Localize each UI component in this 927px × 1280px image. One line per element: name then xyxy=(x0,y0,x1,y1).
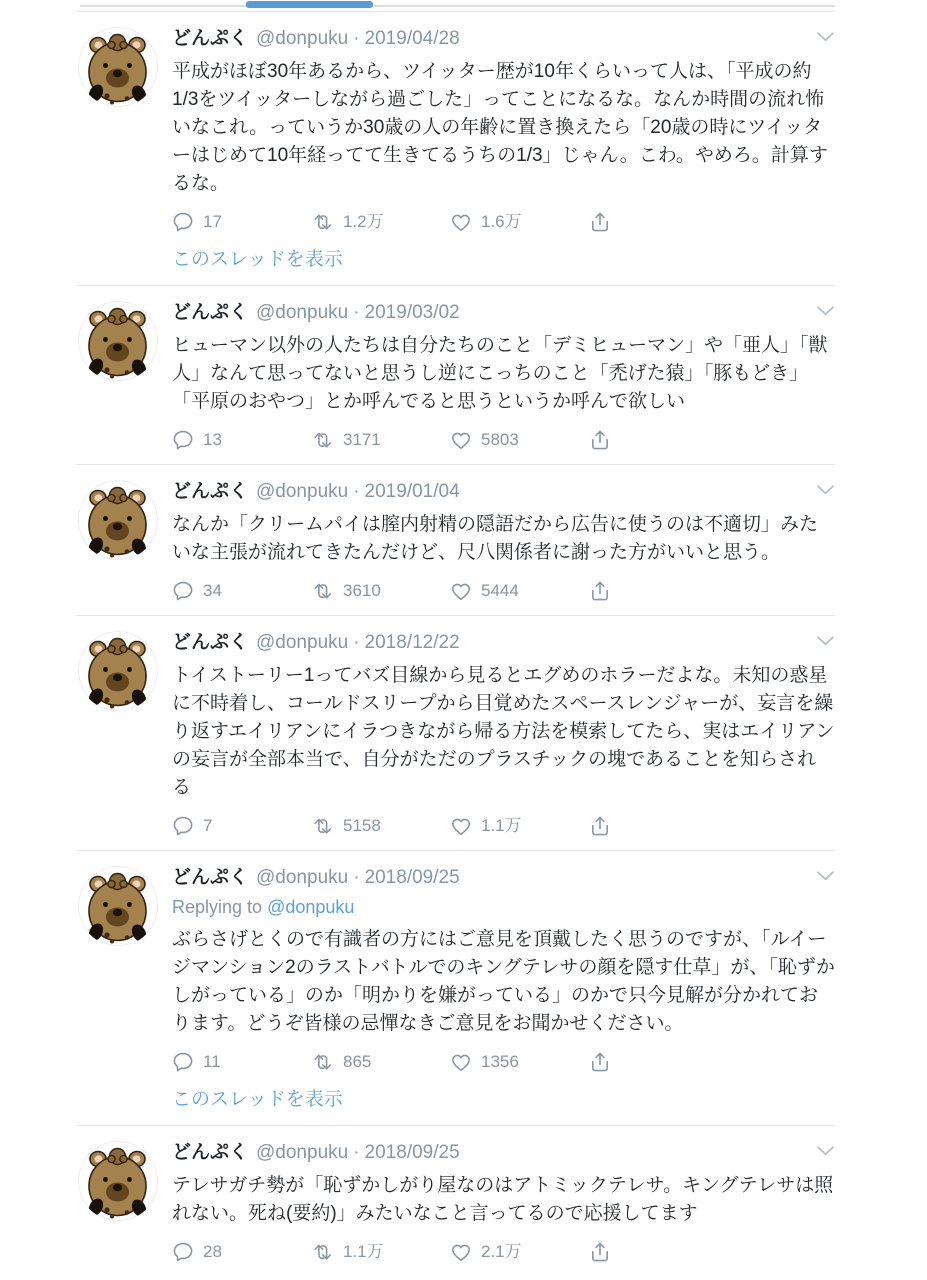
tweet[interactable] xyxy=(76,1125,835,1276)
tweet-text: なんか「クリームパイは膣内射精の隠語だから広告に使うのは不適切」みたいな主張が流れてきたんだけど、尺八関係者に謝った方がいいと思う。 xyxy=(172,514,819,563)
retweet-icon xyxy=(311,429,334,451)
retweet-icon xyxy=(311,580,334,602)
user-handle[interactable]: @donpuku xyxy=(256,481,349,502)
tweet-header xyxy=(172,866,835,890)
tweet-actions xyxy=(172,429,835,451)
heart-icon xyxy=(450,580,472,602)
reply-button[interactable] xyxy=(172,1051,311,1073)
tweet-content xyxy=(172,27,835,272)
tweet-text: ヒューマン以外の人たちは自分たちのこと「デミヒューマン」や「亜人」「獣人」なんて思ってないと思うし逆にこっちのこと「禿げた猿」「豚もどき」「平原のおやつ」とか呼んでると思うというか呼んで欲しい xyxy=(172,335,828,412)
retweet-button[interactable] xyxy=(311,211,450,233)
chevron-down-icon[interactable] xyxy=(816,631,835,647)
tweet-date[interactable]: 2019/03/02 xyxy=(364,302,460,323)
reply-button[interactable] xyxy=(172,429,311,451)
show-thread-link[interactable]: このスレッドを表示 xyxy=(172,1089,343,1110)
retweet-button[interactable] xyxy=(311,429,450,451)
reply-icon xyxy=(172,429,194,451)
tweet-text: テレサガチ勢が「恥ずかしがり屋なのはアトミックテレサ。キングテレサは照れない。死ね(要約)」みたいなこと言ってるので応援してます xyxy=(172,1175,834,1224)
avatar-image xyxy=(78,301,158,381)
reply-icon xyxy=(172,580,194,602)
share-button[interactable] xyxy=(589,211,611,233)
user-handle[interactable]: @donpuku xyxy=(256,867,349,888)
user-handle[interactable]: @donpuku xyxy=(256,28,349,49)
tweet[interactable] xyxy=(76,464,835,615)
share-button[interactable] xyxy=(589,580,611,602)
tweet-content xyxy=(172,631,835,837)
retweet-count: 3171 xyxy=(343,430,381,449)
like-button[interactable] xyxy=(450,211,589,233)
display-name[interactable]: どんぷく xyxy=(172,1142,249,1163)
header-separator: · xyxy=(353,302,360,323)
avatar[interactable] xyxy=(78,631,158,711)
reply-context xyxy=(172,895,835,919)
header-separator: · xyxy=(353,28,360,49)
retweet-icon xyxy=(311,815,334,837)
like-button[interactable] xyxy=(450,429,589,451)
reply-icon xyxy=(172,815,194,837)
tweet-header xyxy=(172,301,835,325)
tweet-content xyxy=(172,480,835,602)
display-name[interactable]: どんぷく xyxy=(172,481,249,502)
heart-icon xyxy=(450,1051,472,1073)
like-count: 1.1万 xyxy=(481,816,522,835)
retweet-count: 1.1万 xyxy=(343,1242,384,1261)
tweet-text: ぶらさげとくので有識者の方にはご意見を頂戴したく思うのですが、「ルイージマンション2のラストバトルでのキングテレサの顔を隠す仕草」が、「恥ずかしがっている」のか「明かりを嫌がっている」のかで只今見解が分かれております。どうぞ皆様の忌憚なきご意見をお聞かせください。 xyxy=(172,929,835,1034)
share-button[interactable] xyxy=(589,1241,611,1263)
avatar[interactable] xyxy=(78,27,158,107)
tweet-date[interactable]: 2018/09/25 xyxy=(364,867,460,888)
tweet-header xyxy=(172,27,835,51)
scrollbar-thumb[interactable] xyxy=(246,1,373,8)
retweet-count: 5158 xyxy=(343,816,381,835)
display-name[interactable]: どんぷく xyxy=(172,867,249,888)
tweet-actions xyxy=(172,211,835,233)
chevron-down-icon[interactable] xyxy=(816,1141,835,1157)
share-icon xyxy=(589,1051,611,1073)
reply-count: 17 xyxy=(203,212,222,231)
top-scrollbar xyxy=(0,0,927,11)
like-button[interactable] xyxy=(450,1241,589,1263)
user-handle[interactable]: @donpuku xyxy=(256,302,349,323)
replying-to-label: Replying to xyxy=(172,897,263,917)
reply-count: 7 xyxy=(203,816,213,835)
tweet-content xyxy=(172,866,835,1112)
tweet-actions xyxy=(172,580,835,602)
heart-icon xyxy=(450,1241,472,1263)
header-separator: · xyxy=(353,481,360,502)
tweet[interactable] xyxy=(76,11,835,285)
header-separator: · xyxy=(353,867,360,888)
retweet-count: 1.2万 xyxy=(343,212,384,231)
tweet-header xyxy=(172,1141,835,1165)
heart-icon xyxy=(450,429,472,451)
reply-count: 11 xyxy=(203,1052,221,1071)
like-count: 5444 xyxy=(481,581,519,600)
chevron-down-icon[interactable] xyxy=(816,480,835,496)
like-button[interactable] xyxy=(450,815,589,837)
header-separator: · xyxy=(353,632,360,653)
tweet-feed xyxy=(76,11,835,1276)
show-thread-link[interactable]: このスレッドを表示 xyxy=(172,249,343,270)
reply-icon xyxy=(172,1051,194,1073)
reply-icon xyxy=(172,1241,194,1263)
tweet-text: トイストーリー1ってバズ目線から見るとエグめのホラーだよな。未知の惑星に不時着し、コールドスリープから目覚めたスペースレンジャーが、妄言を繰り返すエイリアンにイラつきながら帰る方法を模索してたら、実はエイリアンの妄言が全部本当で、自分がただのプラスチックの塊であることを知らされる xyxy=(172,665,835,798)
avatar[interactable] xyxy=(78,301,158,381)
retweet-button[interactable] xyxy=(311,580,450,602)
chevron-down-icon[interactable] xyxy=(816,866,835,882)
tweet-actions xyxy=(172,1051,835,1073)
like-count: 2.1万 xyxy=(481,1242,522,1261)
tweet-date[interactable]: 2018/09/25 xyxy=(364,1142,460,1163)
tweet-content xyxy=(172,301,835,451)
reply-button[interactable] xyxy=(172,815,311,837)
tweet-actions xyxy=(172,1241,835,1263)
avatar[interactable] xyxy=(78,866,158,946)
avatar[interactable] xyxy=(78,480,158,560)
tweet-date[interactable]: 2018/12/22 xyxy=(364,632,460,653)
share-button[interactable] xyxy=(589,815,611,837)
reply-icon xyxy=(172,211,194,233)
share-button[interactable] xyxy=(589,1051,611,1073)
share-icon xyxy=(589,211,611,233)
retweet-button[interactable] xyxy=(311,1241,450,1263)
retweet-button[interactable] xyxy=(311,1051,450,1073)
user-handle[interactable]: @donpuku xyxy=(256,1142,349,1163)
tweet-date[interactable]: 2019/01/04 xyxy=(364,481,460,502)
share-button[interactable] xyxy=(589,429,611,451)
tweet-header xyxy=(172,631,835,655)
tweet-header xyxy=(172,480,835,504)
share-icon xyxy=(589,815,611,837)
like-button[interactable] xyxy=(450,580,589,602)
tweet[interactable] xyxy=(76,850,835,1125)
display-name[interactable]: どんぷく xyxy=(172,28,249,49)
retweet-count: 3610 xyxy=(343,581,381,600)
avatar-image xyxy=(78,27,158,107)
scrollbar-track xyxy=(80,5,835,7)
share-icon xyxy=(589,429,611,451)
chevron-down-icon[interactable] xyxy=(816,301,835,317)
tweet[interactable] xyxy=(76,615,835,850)
user-handle[interactable]: @donpuku xyxy=(256,632,349,653)
display-name[interactable]: どんぷく xyxy=(172,632,249,653)
header-separator: · xyxy=(353,1142,360,1163)
retweet-icon xyxy=(311,1051,334,1073)
reply-button[interactable] xyxy=(172,1241,311,1263)
retweet-icon xyxy=(311,211,334,233)
reply-button[interactable] xyxy=(172,580,311,602)
tweet-text: 平成がほぼ30年あるから、ツイッター歴が10年くらいって人は、「平成の約1/3をツイッターしながら過ごした」ってことになるな。なんか時間の流れ怖いなこれ。っていうか30歳の人の年齢に置き換えたら「20歳の時にツイッターはじめて10年経ってて生きてるうちの1/3」じゃん。こわ。やめろ。計算するな。 xyxy=(172,61,828,194)
avatar-image xyxy=(78,480,158,560)
display-name[interactable]: どんぷく xyxy=(172,302,249,323)
like-count: 1356 xyxy=(481,1052,519,1071)
tweet-actions xyxy=(172,815,835,837)
like-count: 1.6万 xyxy=(481,212,522,231)
reply-button[interactable] xyxy=(172,211,311,233)
chevron-down-icon[interactable] xyxy=(816,27,835,43)
tweet-content xyxy=(172,1141,835,1263)
heart-icon xyxy=(450,815,472,837)
reply-count: 13 xyxy=(203,430,222,449)
tweet-date[interactable]: 2019/04/28 xyxy=(364,28,460,49)
avatar-image xyxy=(78,1141,158,1221)
like-button[interactable] xyxy=(450,1051,589,1073)
avatar-image xyxy=(78,866,158,946)
share-icon xyxy=(589,580,611,602)
retweet-count: 865 xyxy=(343,1052,372,1071)
avatar[interactable] xyxy=(78,1141,158,1221)
avatar-image xyxy=(78,631,158,711)
retweet-icon xyxy=(311,1241,334,1263)
reply-count: 34 xyxy=(203,581,222,600)
share-icon xyxy=(589,1241,611,1263)
reply-count: 28 xyxy=(203,1242,222,1261)
retweet-button[interactable] xyxy=(311,815,450,837)
replying-to-handle[interactable]: @donpuku xyxy=(267,897,355,917)
tweet[interactable] xyxy=(76,285,835,464)
like-count: 5803 xyxy=(481,430,519,449)
heart-icon xyxy=(450,211,472,233)
